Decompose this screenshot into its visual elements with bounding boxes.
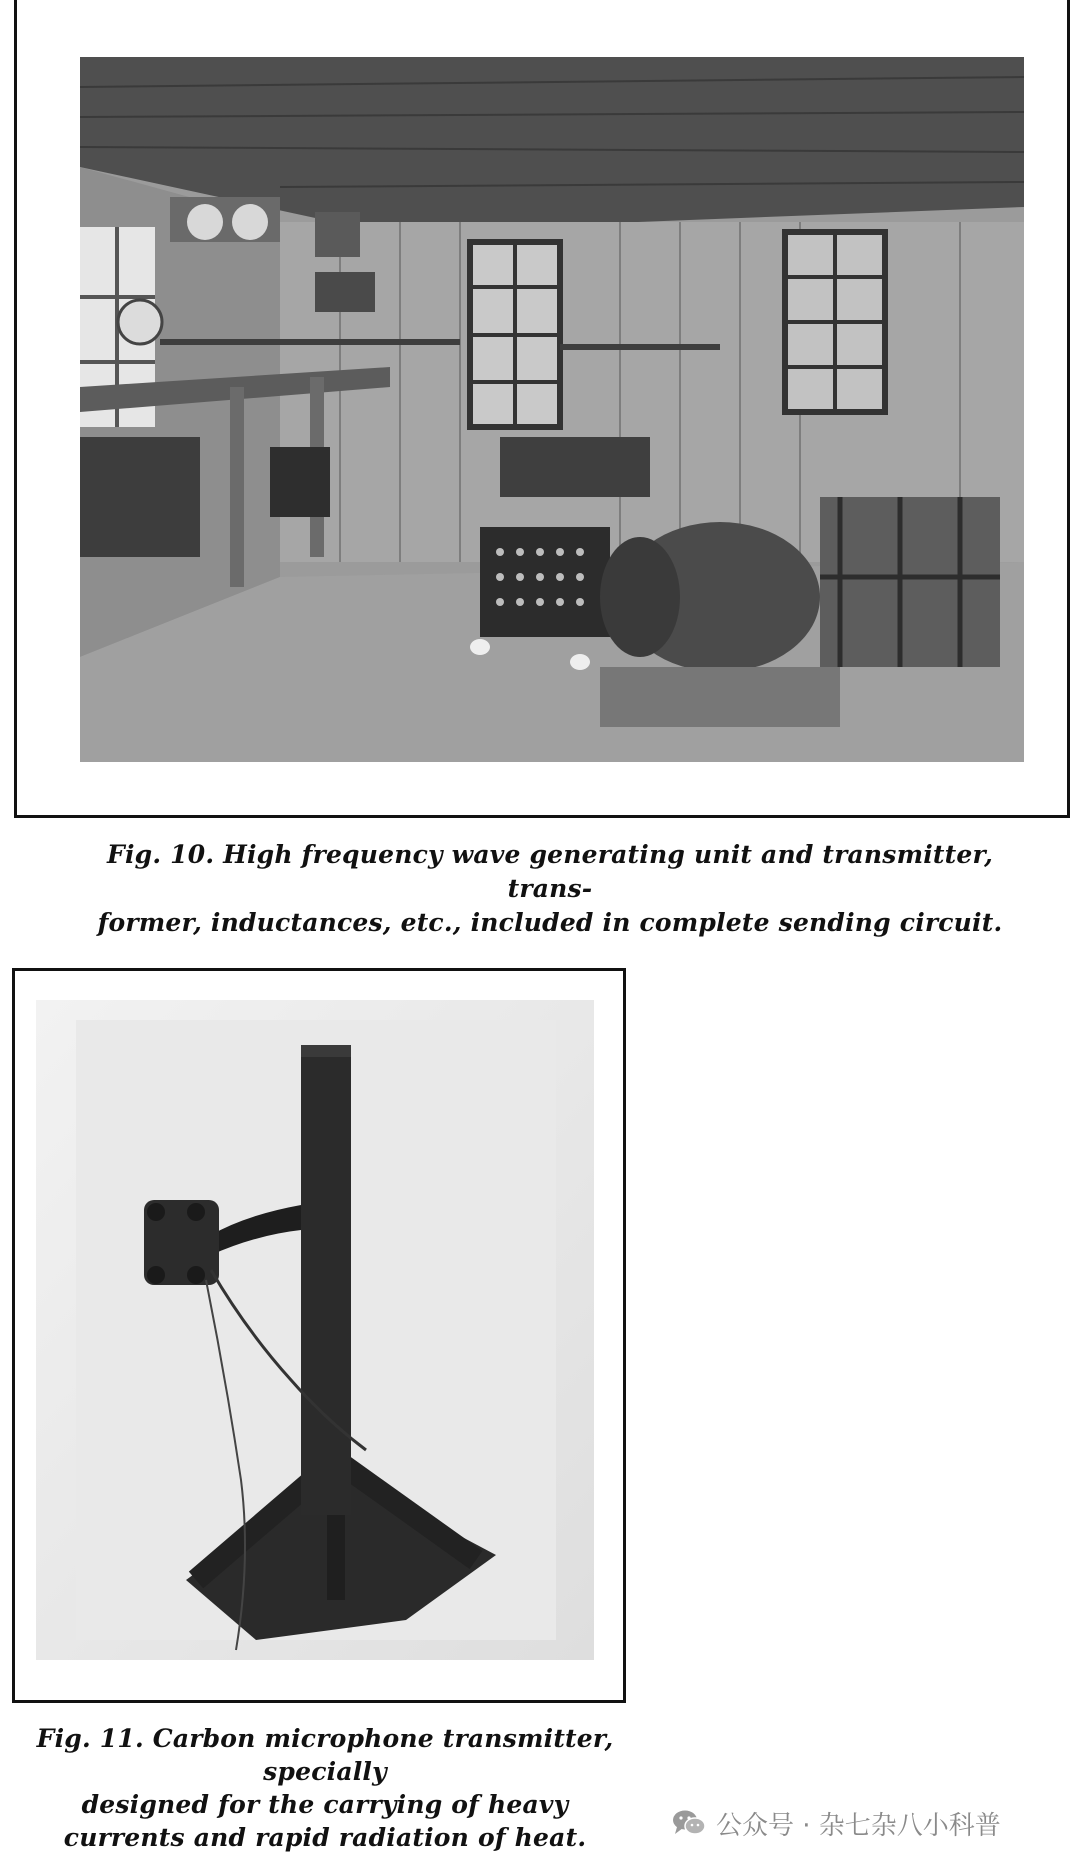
wechat-icon — [672, 1809, 706, 1837]
microphone-stand-photo — [36, 1000, 594, 1660]
figure-10-caption-line2: former, inductances, etc., included in complete sending circuit. — [97, 908, 1003, 937]
figure-11-caption-line2: designed for the carrying of heavy — [81, 1790, 569, 1819]
figure-11-caption-line3: currents and rapid radiation of heat. — [63, 1823, 587, 1852]
figure-10-caption — [90, 838, 1010, 940]
figure-10-photo — [80, 57, 1024, 762]
watermark — [672, 1807, 1001, 1839]
workshop-photo — [80, 57, 1024, 762]
figure-11-caption-line1: Fig. 11. Carbon microphone transmitter, specially — [36, 1724, 614, 1786]
figure-11-photo — [36, 1000, 594, 1660]
watermark-text: 公众号 · 杂七杂八小科普 — [716, 1810, 1001, 1841]
figure-10-caption-line1: Fig. 10. High frequency wave generating unit and transmitter, trans- — [107, 840, 993, 903]
figure-11-caption — [0, 1722, 650, 1854]
